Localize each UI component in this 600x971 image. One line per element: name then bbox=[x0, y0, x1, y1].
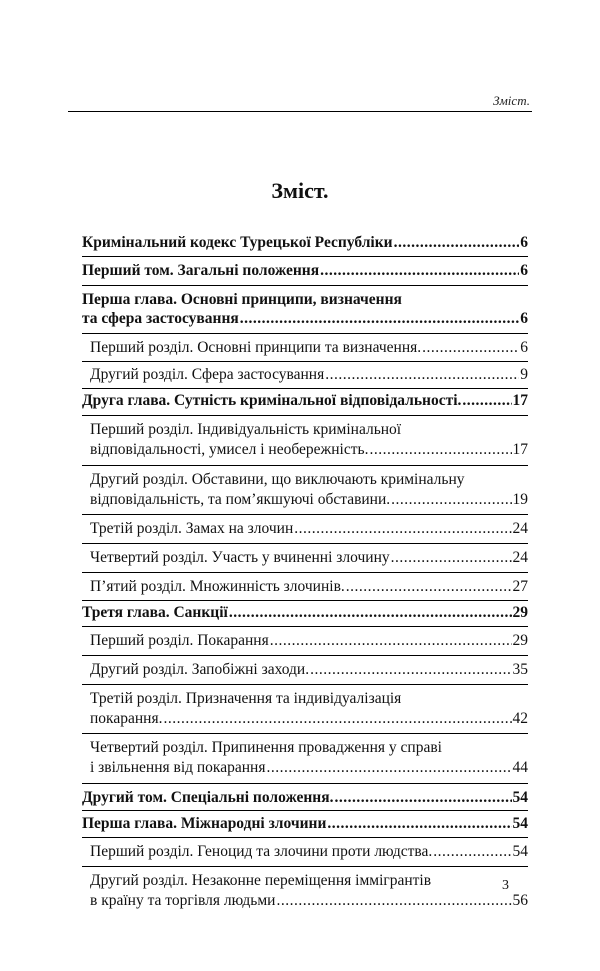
dot-leader bbox=[422, 338, 519, 358]
entry-separator bbox=[82, 333, 528, 334]
toc-page-number: 56 bbox=[512, 892, 528, 909]
toc-entry-title: Перший розділ. Індивідуальність кримінальної bbox=[90, 421, 402, 438]
entry-separator bbox=[82, 866, 528, 867]
toc-entry-title: Друга глава. Сутність кримінальної відповідальності. bbox=[82, 392, 462, 409]
toc-entry-title: Третій розділ. Призначення та індивідуалізація bbox=[90, 690, 402, 707]
toc-entry-title: Другий том. Спеціальні положення. bbox=[82, 789, 334, 806]
toc-page-number: 54 bbox=[512, 815, 528, 832]
toc-entry-title: відповідальність, та пом’якшуючі обставини. bbox=[90, 491, 391, 508]
toc-section-entry[interactable] bbox=[82, 631, 528, 651]
toc-entry-title: Другий розділ. Незаконне переміщення іммігрантів bbox=[90, 872, 432, 889]
toc-chapter-entry[interactable] bbox=[82, 391, 528, 410]
toc-section-entry[interactable] bbox=[82, 420, 528, 460]
toc-entry-title: і звільнення від покарання bbox=[90, 759, 266, 776]
toc-page-number: 35 bbox=[512, 661, 528, 678]
dot-leader bbox=[240, 309, 519, 328]
toc-chapter-entry[interactable] bbox=[82, 814, 528, 833]
toc-page-number: 54 bbox=[512, 789, 528, 806]
dot-leader bbox=[346, 577, 512, 597]
toc-entry-title: та сфера застосування bbox=[82, 310, 239, 327]
entry-separator bbox=[82, 543, 528, 544]
toc-page-number: 6 bbox=[520, 339, 528, 356]
entry-separator bbox=[82, 361, 528, 362]
dot-leader bbox=[391, 490, 511, 510]
toc-chapter-entry[interactable] bbox=[82, 233, 528, 252]
dot-leader bbox=[276, 891, 511, 911]
toc-entry-title: Другий розділ. Сфера застосування bbox=[90, 366, 325, 383]
toc-section-entry[interactable] bbox=[82, 871, 528, 911]
page-title: Зміст. bbox=[271, 178, 329, 203]
toc-section-entry[interactable] bbox=[82, 548, 528, 568]
entry-separator bbox=[82, 626, 528, 627]
toc-chapter-entry[interactable] bbox=[82, 603, 528, 622]
toc-entry-title: Перший том. Загальні положення bbox=[82, 262, 320, 279]
toc-section-entry[interactable] bbox=[82, 689, 528, 729]
toc-chapter-entry[interactable] bbox=[82, 261, 528, 280]
toc-entry-title: Перша глава. Основні принципи, визначення bbox=[82, 291, 402, 308]
toc-entry-title: в країну та торгівля людьми bbox=[90, 892, 276, 909]
toc-entry-title: Перший розділ. Геноцид та злочини проти людства. bbox=[90, 843, 433, 860]
entry-separator bbox=[82, 256, 528, 257]
toc-entry-title: П’ятий розділ. Множинність злочинів. bbox=[90, 578, 345, 595]
dot-leader bbox=[369, 440, 511, 460]
dot-leader bbox=[325, 365, 519, 385]
toc-page-number: 24 bbox=[512, 520, 528, 537]
table-of-contents bbox=[82, 233, 528, 911]
entry-separator bbox=[82, 600, 528, 601]
toc-entry-title: Четвертий розділ. Припинення провадження у справі bbox=[90, 739, 442, 756]
toc-page-number: 6 bbox=[520, 234, 528, 251]
toc-entry-title: Третій розділ. Замах на злочин bbox=[90, 520, 294, 537]
toc-entry-title: Перший розділ. Покарання bbox=[90, 632, 269, 649]
toc-page-number: 19 bbox=[512, 491, 528, 508]
toc-page-number: 29 bbox=[512, 604, 528, 621]
dot-leader bbox=[163, 709, 511, 729]
entry-separator bbox=[82, 572, 528, 573]
toc-section-entry[interactable] bbox=[82, 519, 528, 539]
entry-separator bbox=[82, 810, 528, 811]
toc-chapter-entry[interactable] bbox=[82, 788, 528, 807]
toc-page-number: 17 bbox=[512, 441, 528, 458]
toc-section-entry[interactable] bbox=[82, 660, 528, 680]
toc-page-number: 54 bbox=[512, 843, 528, 860]
toc-page-number: 44 bbox=[512, 759, 528, 776]
toc-entry-title: Другий розділ. Обставини, що виключають кримінальну bbox=[90, 471, 465, 488]
dot-leader bbox=[433, 842, 511, 862]
toc-page-number: 29 bbox=[512, 632, 528, 649]
entry-separator bbox=[82, 783, 528, 784]
entry-separator bbox=[82, 837, 528, 838]
toc-entry-title: покарання. bbox=[90, 710, 163, 727]
toc-entry-title: Другий розділ. Запобіжні заходи. bbox=[90, 661, 310, 678]
dot-leader bbox=[310, 660, 511, 680]
toc-section-entry[interactable] bbox=[82, 365, 528, 385]
dot-leader bbox=[320, 261, 519, 280]
toc-page-number: 17 bbox=[512, 392, 528, 409]
toc-chapter-entry[interactable] bbox=[82, 290, 528, 328]
dot-leader bbox=[462, 391, 511, 410]
toc-entry-title: Перша глава. Міжнародні злочини bbox=[82, 815, 327, 832]
entry-separator bbox=[82, 514, 528, 515]
toc-entry-title: Перший розділ. Основні принципи та визначення. bbox=[90, 339, 422, 356]
toc-section-entry[interactable] bbox=[82, 577, 528, 597]
toc-page-number: 42 bbox=[512, 710, 528, 727]
dot-leader bbox=[294, 519, 511, 539]
toc-entry-title: Кримінальний кодекс Турецької Республіки bbox=[82, 234, 393, 251]
toc-section-entry[interactable] bbox=[82, 738, 528, 778]
toc-page-number: 24 bbox=[512, 549, 528, 566]
dot-leader bbox=[394, 233, 520, 252]
toc-section-entry[interactable] bbox=[82, 338, 528, 358]
header-rule bbox=[68, 111, 532, 112]
toc-page-number: 6 bbox=[520, 310, 528, 327]
dot-leader bbox=[229, 603, 512, 622]
entry-separator bbox=[82, 465, 528, 466]
toc-section-entry[interactable] bbox=[82, 842, 528, 862]
toc-page-number: 6 bbox=[520, 262, 528, 279]
dot-leader bbox=[327, 814, 511, 833]
entry-separator bbox=[82, 388, 528, 389]
toc-entry-title: Третя глава. Санкції bbox=[82, 604, 228, 621]
entry-separator bbox=[82, 684, 528, 685]
dot-leader bbox=[266, 758, 511, 778]
toc-section-entry[interactable] bbox=[82, 470, 528, 510]
toc-page-number: 9 bbox=[520, 366, 528, 383]
entry-separator bbox=[82, 415, 528, 416]
running-head: Зміст. bbox=[493, 93, 530, 108]
dot-leader bbox=[334, 788, 511, 807]
page-number: 3 bbox=[502, 878, 509, 893]
entry-separator bbox=[82, 285, 528, 286]
toc-entry-title: відповідальності, умисел і необережність. bbox=[90, 441, 369, 458]
toc-entry-title: Четвертий розділ. Участь у вчиненні злочину bbox=[90, 549, 390, 566]
entry-separator bbox=[82, 733, 528, 734]
dot-leader bbox=[391, 548, 512, 568]
dot-leader bbox=[270, 631, 512, 651]
entry-separator bbox=[82, 655, 528, 656]
toc-page-number: 27 bbox=[512, 578, 528, 595]
